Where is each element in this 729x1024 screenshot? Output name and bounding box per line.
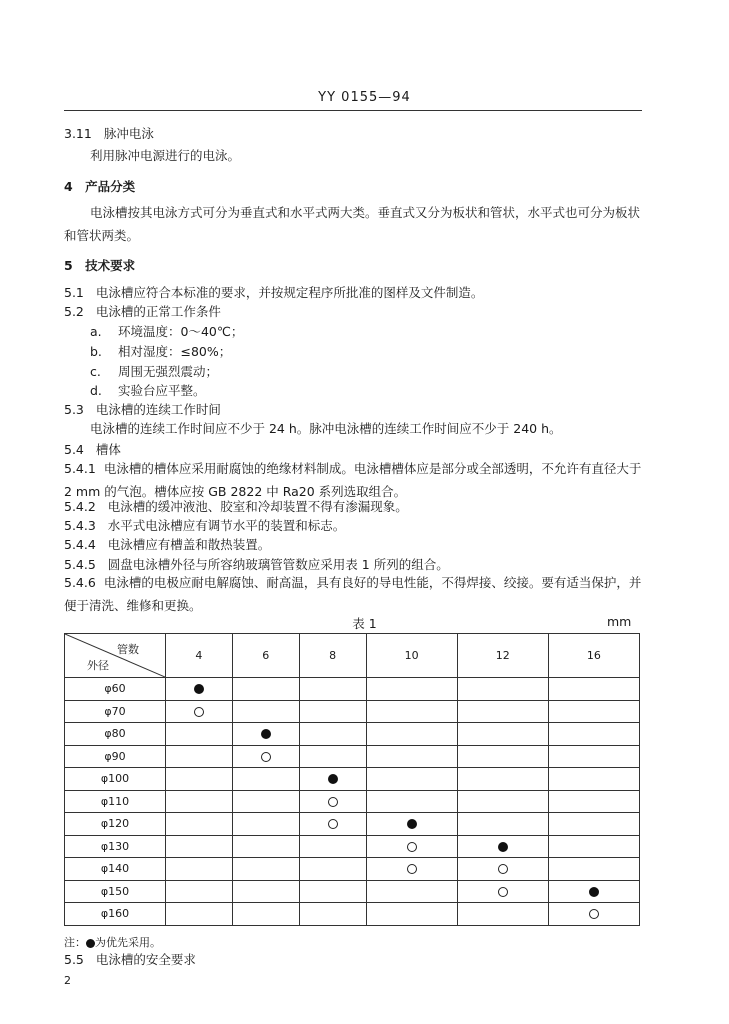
column-header: 16 [548, 634, 639, 678]
table-corner-cell [65, 634, 166, 678]
section-5-3-body: 电泳槽的连续工作时间应不少于 24 h。脉冲电泳槽的连续工作时间应不少于 240 h。 [90, 421, 562, 436]
filled-circle-icon [407, 819, 417, 829]
table-cell [457, 678, 548, 701]
table-cell [548, 723, 639, 746]
section-number: 5 [64, 258, 73, 273]
filled-circle-icon [589, 887, 599, 897]
section-text: 水平式电泳槽应有调节水平的装置和标志。 [107, 518, 346, 533]
table-row [65, 723, 640, 746]
section-5-4-3 [64, 516, 345, 534]
table-cell [548, 880, 639, 903]
section-number: 5.1 [64, 285, 84, 300]
page-number: 2 [64, 974, 71, 987]
section-title: 电泳槽的连续工作时间 [95, 402, 221, 417]
column-header: 10 [366, 634, 457, 678]
section-3-11-body: 利用脉冲电源进行的电泳。 [90, 148, 241, 163]
item-label: c. [90, 364, 101, 379]
table-cell [366, 858, 457, 881]
table-row [65, 858, 640, 881]
table-cell [548, 858, 639, 881]
table-cell [299, 678, 366, 701]
section-number: 4 [64, 179, 73, 194]
section-5-4-heading [64, 440, 121, 458]
open-circle-icon [407, 842, 417, 852]
column-header: 6 [232, 634, 299, 678]
row-label: φ100 [65, 768, 166, 791]
section-4-text: 电泳槽按其电泳方式可分为垂直式和水平式两大类。垂直式又分为板状和管状，水平式也可分为板状和管状两类。 [64, 205, 641, 243]
table-cell [366, 903, 457, 926]
corner-top-label: 管数 [117, 643, 139, 656]
table-cell [548, 678, 639, 701]
condition-item-a [90, 322, 243, 340]
item-label: a. [90, 324, 102, 339]
section-title: 电泳槽的正常工作条件 [95, 304, 221, 319]
table-cell [457, 903, 548, 926]
section-number: 3.11 [64, 126, 92, 141]
table-1 [64, 633, 640, 926]
section-4-body [64, 201, 642, 247]
section-text: 圆盘电泳槽外径与所容纳玻璃管管数应采用表 1 所列的组合。 [107, 557, 449, 572]
section-5-2-heading [64, 302, 221, 320]
column-header: 8 [299, 634, 366, 678]
section-title: 脉冲电泳 [103, 126, 154, 141]
section-number: 5.3 [64, 402, 84, 417]
table-cell [299, 813, 366, 836]
section-number: 5.4.3 [64, 518, 96, 533]
table-cell [299, 700, 366, 723]
row-label: φ60 [65, 678, 166, 701]
section-title: 槽体 [95, 442, 121, 457]
table-header-row [65, 634, 640, 678]
section-5-4-2 [64, 497, 408, 515]
filled-circle-icon [498, 842, 508, 852]
diagonal-line [65, 634, 165, 677]
item-text: 周围无强烈震动； [118, 364, 219, 379]
open-circle-icon [328, 797, 338, 807]
section-number: 5.5 [64, 952, 84, 967]
table-cell [232, 700, 299, 723]
section-text: 电泳槽应符合本标准的要求，并按规定程序所批准的图样及文件制造。 [95, 285, 484, 300]
open-circle-icon [328, 819, 338, 829]
section-3-11-heading [64, 124, 154, 142]
section-text: 电泳槽应有槽盖和散热装置。 [107, 537, 271, 552]
row-label: φ140 [65, 858, 166, 881]
section-number: 5.4.4 [64, 537, 96, 552]
table-cell [299, 858, 366, 881]
table-cell [299, 903, 366, 926]
table-caption: 表 1 [352, 616, 377, 631]
filled-circle-icon [261, 729, 271, 739]
section-number: 5.4.6 [64, 575, 96, 590]
table-cell [232, 858, 299, 881]
open-circle-icon [498, 864, 508, 874]
section-5-1 [64, 283, 483, 301]
table-cell [166, 768, 233, 791]
table-cell [232, 903, 299, 926]
table-cell [166, 678, 233, 701]
table-row [65, 790, 640, 813]
table-row [65, 813, 640, 836]
section-number: 5.4.2 [64, 499, 96, 514]
table-cell [366, 700, 457, 723]
table-cell [548, 790, 639, 813]
open-circle-icon [261, 752, 271, 762]
section-5-5-heading [64, 950, 196, 968]
item-label: d. [90, 383, 102, 398]
table-cell [299, 835, 366, 858]
table-cell [166, 813, 233, 836]
table-cell [232, 678, 299, 701]
table-cell [457, 880, 548, 903]
table-cell [548, 835, 639, 858]
table-cell [299, 790, 366, 813]
table-cell [166, 903, 233, 926]
table-cell [366, 813, 457, 836]
item-label: b. [90, 344, 102, 359]
table-cell [232, 813, 299, 836]
row-label: φ130 [65, 835, 166, 858]
table-cell [366, 745, 457, 768]
table-cell [457, 813, 548, 836]
table-cell [166, 858, 233, 881]
table-cell [457, 858, 548, 881]
filled-circle-icon [194, 684, 204, 694]
open-circle-icon [498, 887, 508, 897]
table-cell [232, 790, 299, 813]
table-cell [166, 723, 233, 746]
document-header: YY 0155—94 [318, 90, 411, 105]
section-text: 电泳槽的电极应耐电解腐蚀、耐高温，具有良好的导电性能，不得焊接、绞接。要有适当保护，并便于清洗、维修和更换。 [64, 575, 642, 613]
table-cell [548, 813, 639, 836]
table-cell [548, 700, 639, 723]
table-cell [166, 700, 233, 723]
section-5-4-4 [64, 535, 270, 553]
section-title: 产品分类 [85, 179, 136, 194]
note-prefix: 注： [64, 936, 86, 949]
table-cell [299, 745, 366, 768]
header-rule [64, 110, 642, 111]
table-cell [457, 700, 548, 723]
condition-item-b [90, 342, 231, 360]
condition-item-d [90, 381, 206, 399]
table-cell [457, 745, 548, 768]
section-title: 电泳槽的安全要求 [95, 952, 196, 967]
item-text: 相对湿度：≤80%； [118, 344, 232, 359]
table-cell [366, 790, 457, 813]
table-cell [166, 835, 233, 858]
row-label: φ90 [65, 745, 166, 768]
section-number: 5.4 [64, 442, 84, 457]
table-cell [232, 768, 299, 791]
table-row [65, 700, 640, 723]
table-cell [366, 678, 457, 701]
row-label: φ70 [65, 700, 166, 723]
filled-circle-icon [328, 774, 338, 784]
table-cell [299, 723, 366, 746]
table-cell [457, 768, 548, 791]
table-row [65, 768, 640, 791]
table-row [65, 880, 640, 903]
table-unit: mm [607, 614, 632, 629]
section-5-heading [64, 256, 135, 274]
column-header: 12 [457, 634, 548, 678]
table-note [64, 934, 161, 950]
section-text: 电泳槽的缓冲液池、胶室和冷却装置不得有渗漏现象。 [107, 499, 408, 514]
table-cell [166, 880, 233, 903]
section-5-4-6 [64, 571, 642, 617]
table-cell [366, 768, 457, 791]
table-cell [166, 790, 233, 813]
table-cell [548, 745, 639, 768]
table-cell [299, 880, 366, 903]
row-label: φ160 [65, 903, 166, 926]
table-cell [366, 835, 457, 858]
corner-bottom-label: 外径 [87, 659, 109, 672]
table-cell [366, 880, 457, 903]
item-text: 实验台应平整。 [118, 383, 206, 398]
table-row [65, 678, 640, 701]
section-4-heading [64, 177, 135, 195]
section-number: 5.2 [64, 304, 84, 319]
open-circle-icon [407, 864, 417, 874]
table-cell [232, 723, 299, 746]
section-5-3-heading [64, 400, 221, 418]
condition-item-c [90, 362, 218, 380]
row-label: φ110 [65, 790, 166, 813]
table-cell [232, 880, 299, 903]
table-cell [366, 723, 457, 746]
open-circle-icon [194, 707, 204, 717]
open-circle-icon [589, 909, 599, 919]
column-header: 4 [166, 634, 233, 678]
table-cell [548, 903, 639, 926]
table-cell [232, 745, 299, 768]
table-body [65, 678, 640, 926]
item-text: 环境温度：0～40℃； [118, 324, 244, 339]
row-label: φ80 [65, 723, 166, 746]
table-cell [299, 768, 366, 791]
table-cell [548, 768, 639, 791]
table-row [65, 835, 640, 858]
row-label: φ120 [65, 813, 166, 836]
section-text: 电泳槽的槽体应采用耐腐蚀的绝缘材料制成。电泳槽槽体应是部分或全部透明，不允许有直径大于 2 mm 的气泡。槽体应按 GB 2822 中 Ra20 系列选取组合。 [64, 461, 642, 499]
section-title: 技术要求 [85, 258, 136, 273]
section-number: 5.4.5 [64, 557, 96, 572]
table-cell [166, 745, 233, 768]
preferred-dot-icon [86, 939, 95, 948]
section-number: 5.4.1 [64, 461, 96, 476]
table-row [65, 903, 640, 926]
table-cell [457, 835, 548, 858]
table-cell [457, 723, 548, 746]
row-label: φ150 [65, 880, 166, 903]
note-text: 为优先采用。 [95, 936, 161, 949]
table-row [65, 745, 640, 768]
table-cell [457, 790, 548, 813]
table-cell [232, 835, 299, 858]
